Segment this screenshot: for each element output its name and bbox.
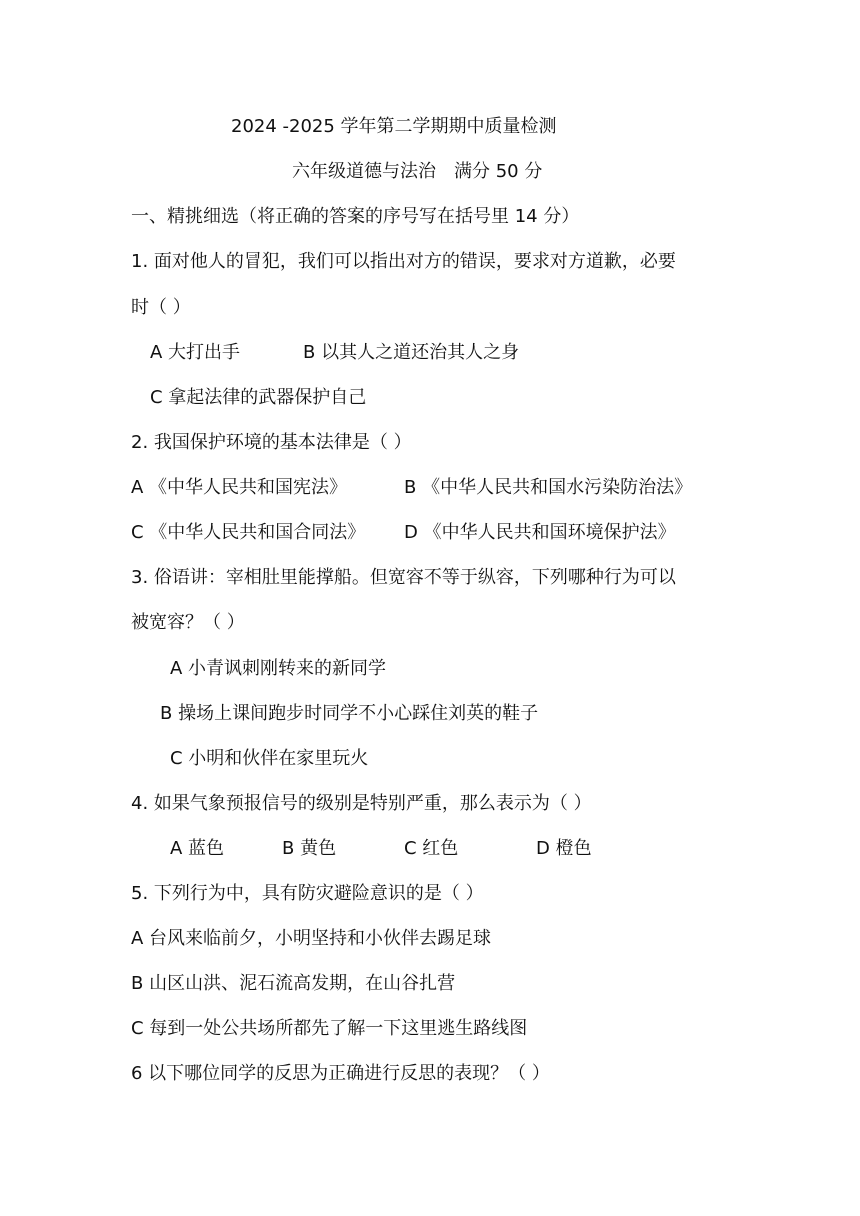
question-4-option-b: B 黄色 [282,838,337,859]
question-3-line-2: 被宽容？（ ） [131,612,245,633]
question-2-option-d: D 《中华人民共和国环境保护法》 [404,522,676,543]
question-3-line-1: 3. 俗语讲：宰相肚里能撑船。但宽容不等于纵容，下列哪种行为可以 [131,567,676,588]
question-1-option-c: C 拿起法律的武器保护自己 [150,387,367,408]
question-1-line-1: 1. 面对他人的冒犯，我们可以指出对方的错误，要求对方道歉，必要 [131,251,676,272]
exam-subtitle: 六年级道德与法治 满分 50 分 [292,161,543,182]
question-3-option-c: C 小明和伙伴在家里玩火 [170,748,369,769]
exam-title: 2024 -2025 学年第二学期期中质量检测 [231,116,557,137]
question-3-option-b: B 操场上课间跑步时同学不小心踩住刘英的鞋子 [160,703,539,724]
question-1-option-b: B 以其人之道还治其人之身 [303,342,520,363]
question-1-line-2: 时（ ） [131,297,191,318]
question-4-option-c: C 红色 [404,838,459,859]
question-3-option-a: A 小青讽刺刚转来的新同学 [170,658,387,679]
question-4-stem: 4. 如果气象预报信号的级别是特别严重，那么表示为（ ） [131,793,592,814]
question-5-option-b: B 山区山洪、泥石流高发期，在山谷扎营 [131,973,456,994]
question-5-stem: 5. 下列行为中，具有防灾避险意识的是（ ） [131,883,484,904]
question-5-option-c: C 每到一处公共场所都先了解一下这里逃生路线图 [131,1018,528,1039]
question-6-stem: 6 以下哪位同学的反思为正确进行反思的表现？（ ） [131,1063,550,1084]
question-2-stem: 2. 我国保护环境的基本法律是（ ） [131,432,412,453]
question-4-option-d: D 橙色 [536,838,592,859]
question-2-option-a: A 《中华人民共和国宪法》 [131,477,348,498]
question-2-option-b: B 《中华人民共和国水污染防治法》 [404,477,693,498]
question-2-option-c: C 《中华人民共和国合同法》 [131,522,366,543]
question-1-option-a: A 大打出手 [150,342,241,363]
question-4-option-a: A 蓝色 [170,838,225,859]
section-heading: 一、精挑细选（将正确的答案的序号写在括号里 14 分） [131,206,580,227]
question-5-option-a: A 台风来临前夕，小明坚持和小伙伴去踢足球 [131,928,492,949]
